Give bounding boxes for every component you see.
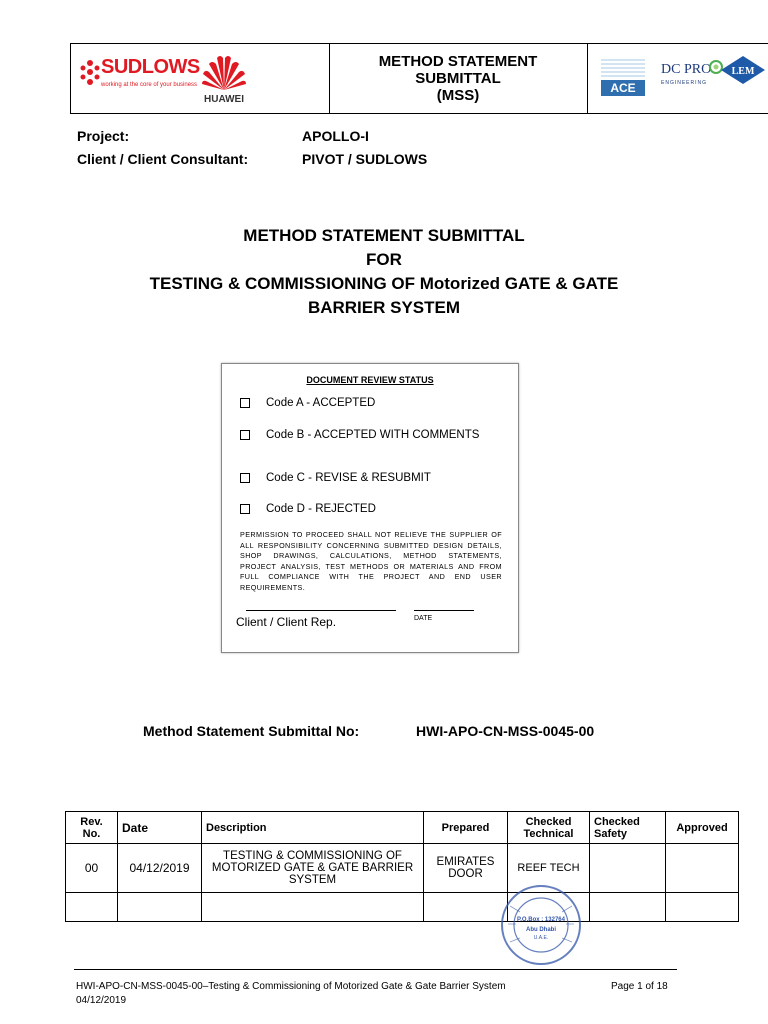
header-approved: Approved: [666, 812, 739, 844]
review-option-code-d[interactable]: [240, 503, 376, 515]
empty-cell: [666, 893, 739, 922]
document-header: [70, 43, 768, 114]
header-checked-technical: Checked Technical: [508, 812, 590, 844]
header-prepared: Prepared: [424, 812, 508, 844]
cell-checked-technical: REEF TECH: [508, 844, 590, 893]
document-title-line4: BARRIER SYSTEM: [307, 298, 461, 317]
project-label: Project:: [77, 128, 130, 144]
empty-cell: [202, 893, 424, 922]
signature-label: Client / Client Rep.: [236, 615, 337, 629]
client-logos: [71, 44, 330, 113]
cell-checked-safety: [590, 844, 666, 893]
stamp-country: U.A.E.: [533, 935, 549, 941]
dcpro-wordmark: DC PRO: [661, 62, 712, 77]
stamp-po-box: P.O.Box : 132764: [517, 917, 565, 923]
document-review-status-box: [221, 363, 519, 653]
table-row-empty: [66, 893, 739, 922]
empty-cell: [66, 893, 118, 922]
signature-line: [246, 610, 396, 611]
empty-cell: [118, 893, 202, 922]
cell-rev-no: 00: [66, 844, 118, 893]
review-option-code-c[interactable]: [240, 472, 431, 484]
revision-table: [65, 811, 739, 922]
header-description: Description: [202, 812, 424, 844]
table-row: [66, 844, 739, 893]
company-stamp: [500, 884, 582, 966]
checkbox-code-a[interactable]: [240, 398, 250, 408]
review-option-code-a[interactable]: [240, 397, 375, 409]
document-title-line3: TESTING & COMMISSIONING OF Motorized GATE & GATE: [149, 274, 619, 293]
empty-cell: [590, 893, 666, 922]
ace-wordmark: ACE: [610, 81, 636, 95]
dcpro-logo: [661, 58, 721, 98]
sudlows-wordmark: SUDLOWS: [101, 56, 200, 78]
date-line: [414, 610, 474, 611]
document-title-line2: FOR: [366, 250, 402, 269]
cell-approved: [666, 844, 739, 893]
footer-date: 04/12/2019: [76, 995, 127, 1006]
huawei-logo: [199, 52, 249, 112]
client-value: PIVOT / SUDLOWS: [302, 151, 428, 167]
document-title-line1: METHOD STATEMENT SUBMITTAL: [243, 226, 525, 245]
header-title-line1: METHOD STATEMENT: [378, 53, 538, 70]
checkbox-code-d[interactable]: [240, 504, 250, 514]
sudlows-logo: [79, 56, 200, 101]
footer-document-ref: HWI-APO-CN-MSS-0045-00–Testing & Commissioning of Motorized Gate & Gate Barrier System: [76, 981, 506, 992]
header-title-line2: SUBMITTAL: [415, 70, 501, 87]
ace-logo: [601, 56, 645, 96]
cell-description: TESTING & COMMISSIONING OF MOTORIZED GATE & GATE BARRIER SYSTEM: [202, 844, 424, 893]
review-option-code-b[interactable]: [240, 429, 479, 441]
lem-logo: [717, 52, 768, 92]
date-label: DATE: [414, 615, 433, 622]
header-rev-no: Rev. No.: [66, 812, 118, 844]
client-label: Client / Client Consultant:: [77, 151, 249, 167]
cell-date: 04/12/2019: [118, 844, 202, 893]
review-option-label: Code C - REVISE & RESUBMIT: [266, 472, 431, 484]
partner-logos: [587, 44, 768, 113]
table-header-row: [66, 812, 739, 844]
stamp-city: Abu Dhabi: [526, 927, 556, 933]
huawei-wordmark: HUAWEI: [204, 94, 244, 105]
header-date: Date: [118, 812, 202, 844]
review-option-label: Code B - ACCEPTED WITH COMMENTS: [266, 429, 480, 441]
submittal-no-value: HWI-APO-CN-MSS-0045-00: [416, 723, 595, 739]
cell-prepared: EMIRATES DOOR: [424, 844, 508, 893]
header-checked-safety: Checked Safety: [590, 812, 666, 844]
permission-disclaimer: PERMISSION TO PROCEED SHALL NOT RELIEVE THE SUPPLIER OF ALL RESPONSIBILITY CONCERNING SUBMITTED DESIGN DETAILS, SHOP DRAWINGS, CALCULATIONS, METHOD STATEMENTS, PROJECT ANALYSIS, TEST METHODS OR MATERIALS AND FROM FULL COMPLIANCE WITH THE PROJECT AND END USER REQUIREMENTS.: [240, 530, 502, 592]
review-option-label: Code D - REJECTED: [266, 503, 376, 515]
header-title-line3: (MSS): [436, 87, 480, 104]
dcpro-subtitle: ENGINEERING: [661, 80, 708, 86]
checkbox-code-b[interactable]: [240, 430, 250, 440]
document-title: [0, 224, 768, 320]
submittal-no-label: Method Statement Submittal No:: [143, 723, 360, 739]
footer-divider: [74, 969, 677, 970]
sudlows-tagline: working at the core of your business: [101, 82, 198, 88]
checkbox-code-c[interactable]: [240, 473, 250, 483]
empty-cell: [424, 893, 508, 922]
header-title-cell: [329, 44, 588, 113]
review-option-label: Code A - ACCEPTED: [266, 397, 376, 409]
project-value: APOLLO-I: [302, 128, 369, 144]
lem-wordmark: LEM: [731, 66, 755, 77]
review-status-title: DOCUMENT REVIEW STATUS: [306, 375, 434, 385]
header-title: [379, 53, 538, 104]
footer-page-number: Page 1 of 18: [611, 981, 668, 992]
